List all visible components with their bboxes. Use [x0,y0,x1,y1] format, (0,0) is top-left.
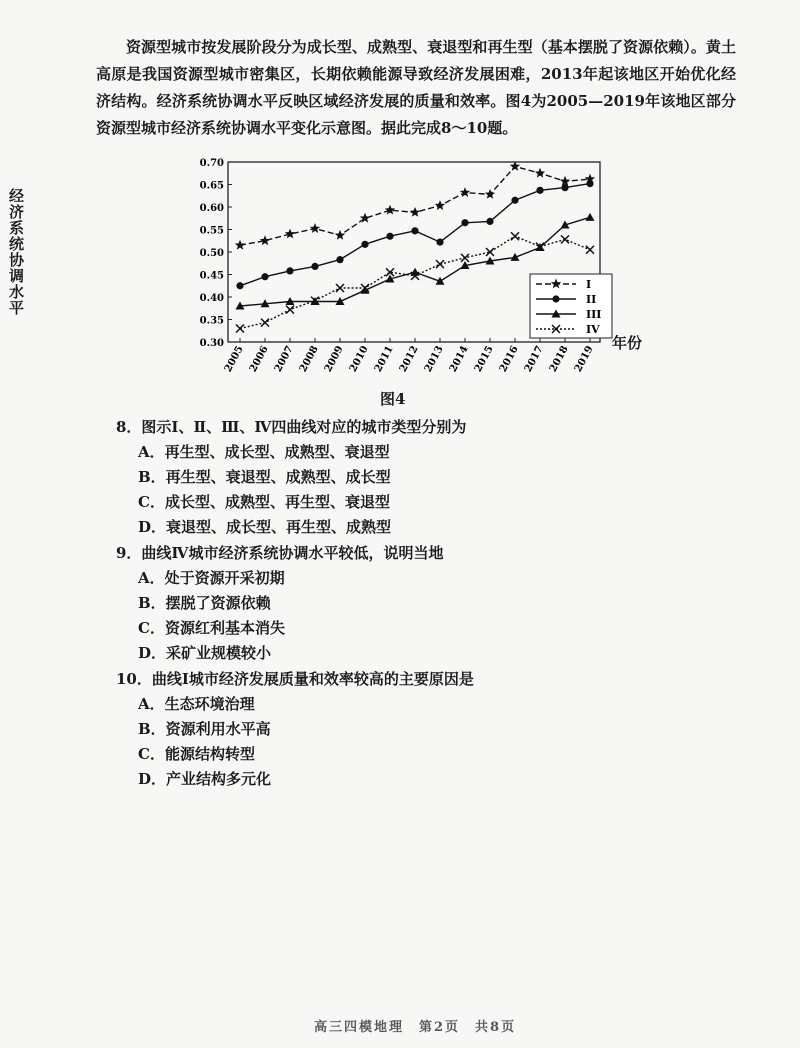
data-point-II [361,241,368,248]
legend-marker-II [552,295,559,302]
question-stem: 10．曲线Ⅰ城市经济发展质量和效率较高的主要原因是 [116,670,474,688]
data-point-IV [261,319,269,327]
data-point-IV [586,246,594,254]
data-point-II [261,273,268,280]
x-tick-label: 2006 [247,344,271,374]
x-tick-label: 2012 [397,344,421,374]
data-point-II [286,267,293,274]
option: C．资源红利基本消失 [138,619,285,637]
x-tick-label: 2019 [572,344,596,374]
option: A．生态环境治理 [138,695,255,713]
legend-label: I [586,278,592,291]
x-tick-label: 2018 [547,344,571,374]
data-point-I [260,235,270,245]
x-tick-label: 2015 [472,344,496,374]
option: A．再生型、成长型、成熟型、衰退型 [138,443,390,461]
x-tick-label: 2014 [447,344,471,374]
option: A．处于资源开采初期 [138,569,285,587]
option: D．衰退型、成长型、再生型、成熟型 [138,518,392,536]
chart-xlabel: 年份 [612,334,643,352]
y-tick-label: 0.55 [199,225,224,237]
data-point-I [335,230,345,240]
data-point-III [586,213,595,221]
data-point-II [311,263,318,270]
option: B．资源利用水平高 [138,720,271,738]
question-stem: 8．图示Ⅰ、Ⅱ、Ⅲ、Ⅳ四曲线对应的城市类型分别为 [116,418,467,436]
question-10 [116,666,736,792]
x-tick-label: 2007 [272,344,296,374]
chart-svg [170,150,650,400]
y-tick-label: 0.70 [199,158,224,169]
x-tick-label: 2011 [372,344,396,374]
data-point-I [435,200,445,210]
question-8 [116,414,736,540]
data-point-IV [336,284,344,292]
data-point-I [460,187,470,197]
y-tick-label: 0.50 [199,248,224,259]
data-point-II [561,184,568,191]
data-point-I [285,229,295,239]
option: B．再生型、衰退型、成熟型、成长型 [138,468,391,486]
x-tick-label: 2009 [322,344,346,374]
data-point-II [386,233,393,240]
data-point-I [410,207,420,217]
legend-label: II [586,293,597,306]
data-point-II [511,197,518,204]
data-point-II [336,256,343,263]
y-tick-label: 0.65 [199,180,224,192]
data-point-I [485,189,495,199]
option: C．成长型、成熟型、再生型、衰退型 [138,493,390,511]
option: C．能源结构转型 [138,745,255,763]
data-point-II [436,239,443,246]
legend-label: IV [586,323,600,336]
x-tick-label: 2008 [297,344,321,374]
legend-label: III [586,308,602,321]
x-tick-label: 2013 [422,344,446,374]
data-point-II [536,187,543,194]
x-tick-label: 2017 [522,344,546,374]
data-point-II [586,180,593,187]
legend-box [530,274,612,338]
y-tick-label: 0.60 [199,203,224,214]
page-footer: 高三四模地理 第2页 共8页 [314,1020,517,1035]
data-point-II [486,218,493,225]
y-tick-label: 0.35 [199,315,224,327]
data-point-I [235,240,245,250]
y-tick-label: 0.45 [199,270,224,282]
x-tick-label: 2005 [222,344,246,374]
chart-caption: 图4 [380,390,406,408]
data-point-IV [286,306,294,314]
question-stem: 9．曲线Ⅳ城市经济系统协调水平较低，说明当地 [116,544,444,562]
intro-paragraph [96,34,736,142]
option: D．采矿业规模较小 [138,644,272,662]
question-9 [116,540,736,666]
data-point-IV [236,325,244,333]
data-point-II [411,227,418,234]
x-tick-label: 2010 [347,344,371,374]
data-point-IV [511,232,519,240]
intro-text: 资源型城市按发展阶段分为成长型、成熟型、衰退型和再生型（基本摆脱了资源依赖）。黄土高原是我国资源型城市密集区，长期依赖能源导致经济发展困难，2013年起该地区开始优化经济结构。经济系统协调水平反映区域经济发展的质量和效率。图4为2005—2019年该地区部分资源型城市经济系统协调水平变化示意图。据此完成8～10题。 [96,38,736,137]
y-tick-label: 0.30 [199,338,224,349]
data-point-I [385,205,395,215]
data-point-IV [436,260,444,268]
data-point-I [535,168,545,178]
data-point-II [461,219,468,226]
option: D．产业结构多元化 [138,770,272,788]
data-point-I [310,223,320,233]
data-point-II [236,282,243,289]
y-tick-label: 0.40 [199,293,224,304]
questions [116,414,736,792]
data-point-IV [561,235,569,243]
chart-ylabel: 经济系统协调水平 [7,188,25,316]
x-tick-label: 2016 [497,344,521,374]
chart [170,150,650,400]
option: B．摆脱了资源依赖 [138,594,271,612]
